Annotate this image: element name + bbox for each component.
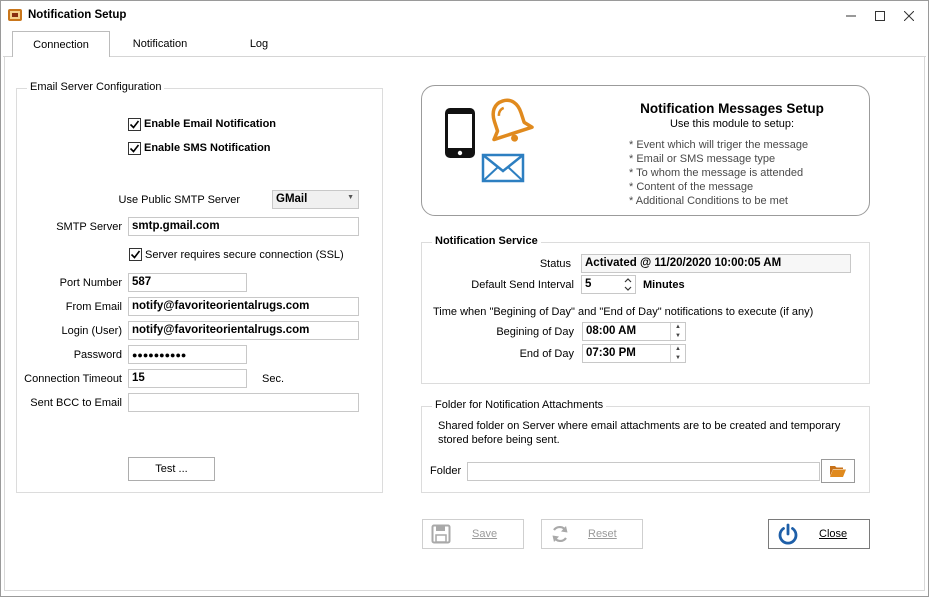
timeout-label: Connection Timeout <box>24 373 122 385</box>
end-time-field[interactable] <box>582 344 686 363</box>
folder-label: Folder <box>430 465 462 477</box>
window-title: Notification Setup <box>28 9 127 21</box>
messages-setup-list <box>629 138 808 208</box>
smtp-server-field[interactable]: smtp.gmail.com <box>128 217 359 236</box>
public-smtp-value: GMail <box>276 193 308 205</box>
password-label: Password <box>73 349 122 361</box>
begin-value: 08:00 AM <box>586 325 637 337</box>
login-label: Login (User) <box>61 325 122 337</box>
close-icon <box>904 11 914 21</box>
bcc-label: Sent BCC to Email <box>30 397 122 409</box>
ssl-label: Server requires secure connection (SSL) <box>145 249 344 261</box>
app-icon <box>7 7 23 23</box>
port-label: Port Number <box>59 277 122 289</box>
test-button[interactable]: Test ... <box>128 457 215 481</box>
password-field[interactable]: ●●●●●●●●●● <box>128 345 247 364</box>
list-item: * To whom the message is attended <box>629 167 804 179</box>
messages-setup-subtitle: Use this module to setup: <box>669 118 795 130</box>
messages-setup-panel[interactable] <box>421 85 870 216</box>
interval-label: Default Send Interval <box>471 279 574 291</box>
minimize-button[interactable] <box>837 5 865 27</box>
smtp-server-label: SMTP Server <box>56 221 122 233</box>
timeout-unit: Sec. <box>262 373 285 385</box>
save-button[interactable] <box>422 519 524 549</box>
public-smtp-select[interactable] <box>272 190 359 209</box>
maximize-button[interactable] <box>866 5 894 27</box>
enable-email-label: Enable Email Notification <box>144 118 277 130</box>
chevron-down-icon: ▼ <box>347 194 354 201</box>
bcc-field[interactable] <box>128 393 359 412</box>
reset-button[interactable] <box>541 519 643 549</box>
folder-field[interactable] <box>467 462 820 481</box>
maximize-icon <box>875 11 885 21</box>
timeout-field[interactable]: 15 <box>128 369 247 388</box>
tab-log[interactable]: Log <box>249 38 269 50</box>
checkmark-icon <box>129 119 140 130</box>
list-item: * Event which will triger the message <box>629 139 809 151</box>
save-icon <box>431 524 451 544</box>
login-field[interactable]: notify@favoriteorientalrugs.com <box>128 321 359 340</box>
status-label: Status <box>539 258 571 270</box>
attachments-note: Shared folder on Server where email attachments are to be created and temporary stored before being sent. <box>438 420 841 446</box>
checkmark-icon <box>129 143 140 154</box>
interval-field[interactable] <box>581 275 636 294</box>
email-server-legend: Email Server Configuration <box>27 81 164 93</box>
end-label: End of Day <box>519 348 574 360</box>
bell-icon <box>484 95 534 150</box>
title-bar <box>1 1 928 31</box>
spin-up-icon[interactable]: ▲ <box>675 346 681 353</box>
close-button[interactable] <box>768 519 870 549</box>
chevron-up-icon[interactable] <box>620 276 635 285</box>
enable-sms-checkbox[interactable] <box>128 142 141 155</box>
chevron-down-icon[interactable] <box>620 285 635 294</box>
folder-open-icon <box>829 464 847 478</box>
interval-value: 5 <box>585 278 592 290</box>
use-public-smtp-label: Use Public SMTP Server <box>118 194 240 206</box>
service-legend: Notification Service <box>432 235 541 247</box>
begin-time-field[interactable] <box>582 322 686 341</box>
phone-icon <box>443 107 477 162</box>
spin-up-icon[interactable]: ▲ <box>675 324 681 331</box>
close-label: Close <box>819 528 848 540</box>
save-label: Save <box>472 528 498 540</box>
enable-sms-label: Enable SMS Notification <box>144 142 271 154</box>
spin-down-icon[interactable]: ▼ <box>675 332 681 339</box>
tab-connection[interactable]: Connection <box>12 31 110 57</box>
power-icon <box>777 523 799 545</box>
checkmark-icon <box>130 249 141 260</box>
interval-unit: Minutes <box>643 279 685 291</box>
end-value: 07:30 PM <box>586 347 636 359</box>
from-email-label: From Email <box>65 301 122 313</box>
list-item: * Additional Conditions to be met <box>629 195 788 207</box>
list-item: * Content of the message <box>629 181 754 193</box>
status-field: Activated @ 11/20/2020 10:00:05 AM <box>581 254 851 273</box>
from-email-field[interactable]: notify@favoriteorientalrugs.com <box>128 297 359 316</box>
reset-icon <box>550 524 570 544</box>
close-window-button[interactable] <box>895 5 923 27</box>
port-field[interactable]: 587 <box>128 273 247 292</box>
attachments-legend: Folder for Notification Attachments <box>432 399 606 411</box>
list-item: * Email or SMS message type <box>629 153 776 165</box>
begin-label: Begining of Day <box>496 326 574 338</box>
reset-label: Reset <box>588 528 617 540</box>
tab-notification[interactable]: Notification <box>132 38 188 50</box>
browse-folder-button[interactable] <box>821 459 855 483</box>
enable-email-checkbox[interactable] <box>128 118 141 131</box>
spin-down-icon[interactable]: ▼ <box>675 354 681 361</box>
minimize-icon <box>846 11 856 21</box>
time-note: Time when "Begining of Day" and "End of Day" notifications to execute (if any) <box>433 306 814 318</box>
envelope-icon <box>481 153 525 186</box>
ssl-checkbox[interactable] <box>129 248 142 261</box>
messages-setup-title: Notification Messages Setup <box>640 101 824 116</box>
